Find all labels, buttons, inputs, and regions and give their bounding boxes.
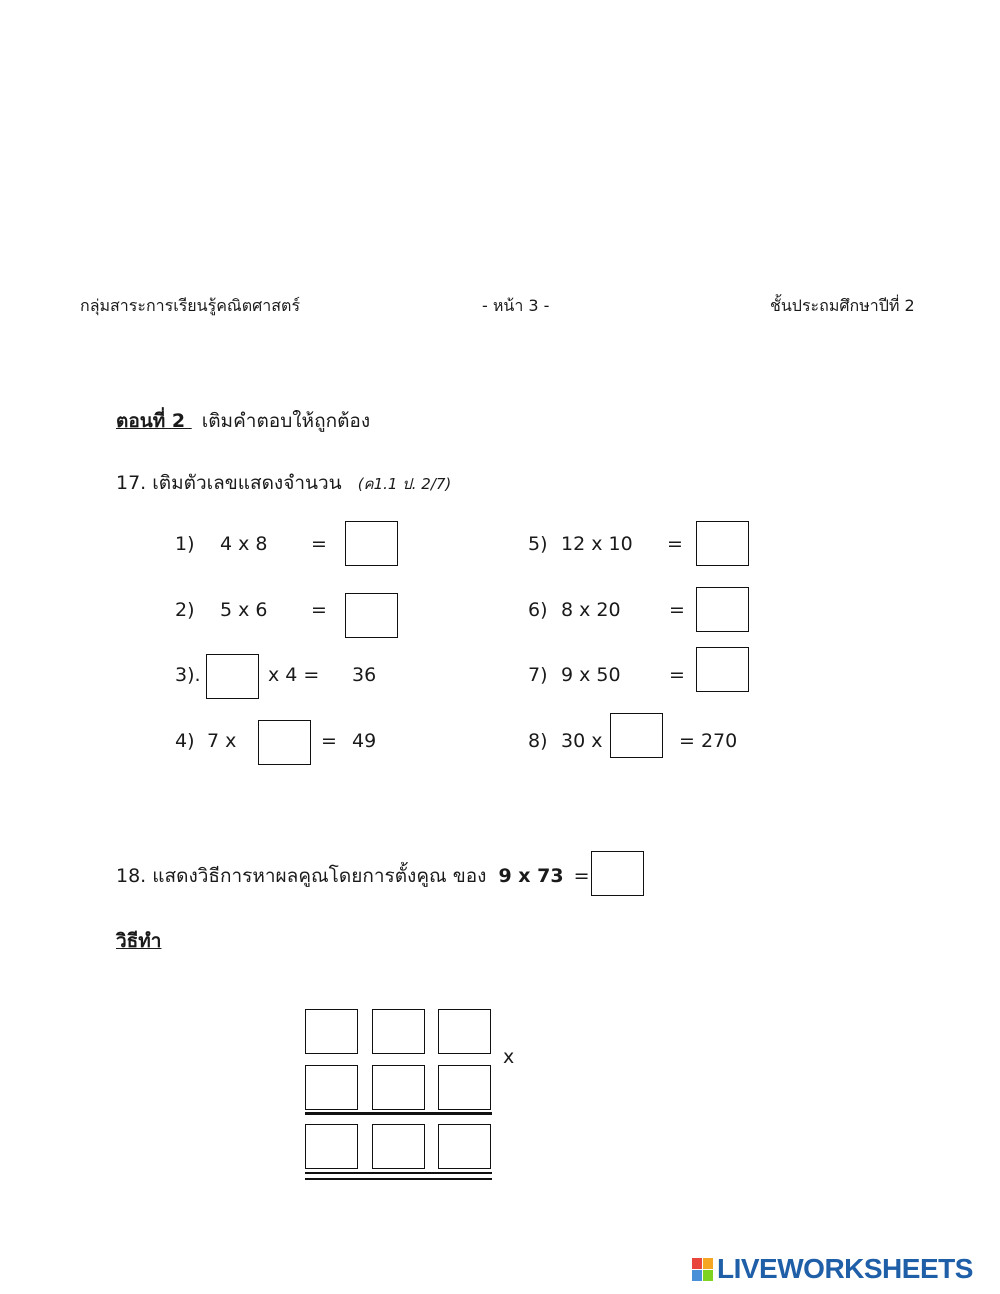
q18-expression: 9 x 73: [498, 865, 564, 887]
q17-reference: (ค1.1 ป. 2/7): [357, 475, 452, 493]
q17-item-4-result: 49: [352, 730, 377, 752]
q17-item-8-expression: 30 x: [561, 730, 603, 752]
grid-r3-c2[interactable]: [372, 1124, 425, 1169]
sum-line: [305, 1112, 492, 1115]
grid-r2-c2[interactable]: [372, 1065, 425, 1110]
method-label: วิธีทำ: [116, 930, 162, 952]
header-subject: กลุ่มสาระการเรียนรู้คณิตศาสตร์: [80, 296, 301, 315]
liveworksheets-logo: [692, 1254, 973, 1284]
header-page-number: - หน้า 3 -: [482, 296, 550, 315]
grid-r2-c1[interactable]: [305, 1065, 358, 1110]
q17-item-4-equals: =: [321, 730, 337, 752]
logo-text: LIVEWORKSHEETS: [717, 1253, 973, 1284]
q17-item-2-number: 2): [175, 599, 195, 621]
q17-item-6-answer-box[interactable]: [696, 587, 749, 632]
q17-item-3-answer-box[interactable]: [206, 654, 259, 699]
q17-item-4-answer-box[interactable]: [258, 720, 311, 765]
logo-icon: [692, 1258, 713, 1281]
grid-r1-c2[interactable]: [372, 1009, 425, 1054]
q17-title-row: [116, 468, 451, 498]
q17-item-5-answer-box[interactable]: [696, 521, 749, 566]
part-instruction: เติมคำตอบให้ถูกต้อง: [201, 410, 371, 432]
q17-item-3-result: 36: [352, 664, 377, 686]
double-line-top: [305, 1172, 492, 1174]
q17-title: 17. เติมตัวเลขแสดงจำนวน: [116, 472, 342, 494]
header-grade: ชั้นประถมศึกษาปีที่ 2: [770, 296, 915, 315]
q17-item-2-expression: 5 x 6: [220, 599, 268, 621]
q17-item-7-expression: 9 x 50: [561, 664, 621, 686]
q17-item-5-number: 5): [528, 533, 548, 555]
q17-item-1-number: 1): [175, 533, 195, 555]
q18-title: 18. แสดงวิธีการหาผลคูณโดยการตั้งคูณ ของ: [116, 865, 487, 887]
grid-r1-c1[interactable]: [305, 1009, 358, 1054]
q17-item-6-expression: 8 x 20: [561, 599, 621, 621]
q17-item-2-equals: =: [311, 599, 327, 621]
grid-r2-c3[interactable]: [438, 1065, 491, 1110]
double-line-bottom: [305, 1178, 492, 1180]
part-label: ตอนที่ 2: [116, 410, 192, 432]
q18-answer-box[interactable]: [591, 851, 644, 896]
q17-item-1-answer-box[interactable]: [345, 521, 398, 566]
q17-item-5-equals: =: [667, 533, 683, 555]
q17-item-6-equals: =: [669, 599, 685, 621]
q17-item-8-answer-box[interactable]: [610, 713, 663, 758]
q17-item-4-number: 4): [175, 730, 195, 752]
q18-equals: =: [573, 865, 590, 887]
grid-r3-c1[interactable]: [305, 1124, 358, 1169]
q17-item-3-number: 3).: [175, 664, 201, 686]
part-heading: [116, 406, 370, 436]
grid-r3-c3[interactable]: [438, 1124, 491, 1169]
q17-item-1-expression: 4 x 8: [220, 533, 268, 555]
q17-item-7-answer-box[interactable]: [696, 647, 749, 692]
q17-item-5-expression: 12 x 10: [561, 533, 633, 555]
q17-item-7-number: 7): [528, 664, 548, 686]
q17-item-2-answer-box[interactable]: [345, 593, 398, 638]
q18-title-row: [116, 861, 590, 891]
q17-item-8-result: = 270: [679, 730, 738, 752]
q17-item-7-equals: =: [669, 664, 685, 686]
q17-item-8-number: 8): [528, 730, 548, 752]
q17-item-3-expression: x 4 =: [268, 664, 320, 686]
q17-item-1-equals: =: [311, 533, 327, 555]
q17-item-4-expression: 7 x: [207, 730, 237, 752]
q17-item-6-number: 6): [528, 599, 548, 621]
grid-r1-c3[interactable]: [438, 1009, 491, 1054]
times-sign: x: [503, 1046, 515, 1068]
